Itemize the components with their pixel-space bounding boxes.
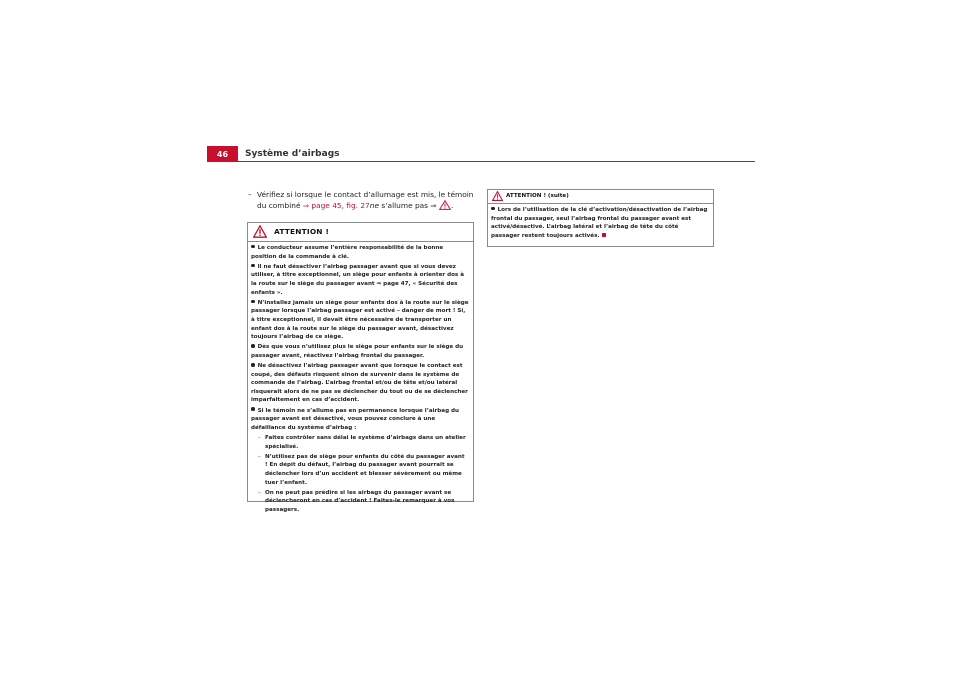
warning-header xyxy=(248,223,473,242)
bullet-dot xyxy=(251,407,255,411)
warning-bullet xyxy=(251,343,469,360)
warning-sub-item xyxy=(251,489,469,515)
warning-triangle-icon xyxy=(439,200,454,213)
warning-bullet xyxy=(491,206,709,240)
bullet-dot xyxy=(251,363,255,367)
warning-sub-item xyxy=(251,453,469,487)
link-arrow: ⇒ xyxy=(302,201,310,210)
warning-title: ATTENTION ! xyxy=(274,227,330,236)
end-of-section-icon xyxy=(602,233,606,237)
step-end: . xyxy=(450,201,454,210)
warning-body xyxy=(491,206,709,242)
warning-triangle-icon xyxy=(492,191,503,201)
bullet-dot xyxy=(251,344,255,348)
warning-bullet xyxy=(251,263,469,297)
sub-dash: – xyxy=(258,489,261,496)
step-text-after: s’allume pas ⇒ xyxy=(379,201,439,210)
bullet-text: Lors de l’utilisation de la clé d’activation/désactivation de l’airbag frontal du passager, seul l’airbag frontal du passager avant est activé/désactivé. L’airbag latéral et l’airbag de tête du côté passager restent toujours activés. xyxy=(491,207,708,239)
bullet-text: Il ne faut désactiver l’airbag passager avant que si vous devez utiliser, à titre exceptionnel, un siège pour enfants à orienter dos à la route sur le siège du passager avant ⇒ page 47, « Sécurité des enfants ». xyxy=(251,263,464,296)
sub-dash: – xyxy=(258,435,261,442)
sub-item-text: Faites contrôler sans délai le système d’airbags dans un atelier spécialisé. xyxy=(265,435,466,450)
section-title: Système d’airbags xyxy=(245,149,340,159)
step-text-before: Vérifiez si lorsque le contact d’allumage est mis, le témoin du combiné xyxy=(257,190,474,210)
warning-sub-item xyxy=(251,434,469,451)
step-emphasis: ne xyxy=(369,201,379,210)
step-text xyxy=(248,189,478,213)
bullet-dot xyxy=(251,245,255,249)
sub-item-text: On ne peut pas prédire si les airbags du passager avant se déclencheront en cas d’accident ! Faites-le remarquer à vos passagers. xyxy=(265,489,455,513)
bullet-text: N’installez jamais un siège pour enfants dos à la route sur le siège passager lorsque l’airbag passager est activé – danger de mort ! Si, à titre exceptionnel, il devait être nécessaire de transporter un enfant dos à la route sur le siège du passager avant, désactivez toujours l’airbag de ce siège. xyxy=(251,299,469,341)
step-dash: – xyxy=(248,190,252,199)
warning-title: ATTENTION ! (suite) xyxy=(506,193,569,199)
bullet-text: Dès que vous n’utilisez plus le siège pour enfants sur le siège du passager avant, réactivez l’airbag frontal du passager. xyxy=(251,344,464,359)
warning-body xyxy=(251,244,469,516)
warning-box-main xyxy=(247,222,474,513)
sub-item-text: N’utilisez pas de siège pour enfants du côté du passager avant ! En dépit du défaut, l’airbag du passager avant pourrait se déclencher lors d’un accident et blesser sévèrement ou même tuer l’enfant. xyxy=(265,453,465,486)
bullet-dot xyxy=(251,264,255,268)
page-number: 46 xyxy=(207,146,238,162)
warning-box-continued xyxy=(487,189,714,247)
warning-header xyxy=(488,190,713,204)
bullet-text: Ne désactivez l’airbag passager avant que lorsque le contact est coupé, des défauts risquent sinon de survenir dans le système de commande de l’airbag. L’airbag frontal et/ou de tête et/ou latéral risquerait alors de ne pas se déclencher du tout ou de se déclencher imparfaitement en cas d’accident. xyxy=(251,363,468,404)
warning-triangle-icon xyxy=(253,225,267,238)
warning-bullet xyxy=(251,362,469,405)
link-text: page 45, fig. 27 xyxy=(309,201,370,210)
bullet-text: Si le témoin ne s’allume pas en permanence lorsque l’airbag du passager avant est désactivé, vous pouvez conclure à une défaillance du système d’airbag : xyxy=(251,407,460,431)
header-rule xyxy=(207,161,755,162)
bullet-dot xyxy=(491,207,495,211)
sub-dash: – xyxy=(258,453,261,460)
instruction-step xyxy=(248,189,478,213)
warning-bullet xyxy=(251,299,469,342)
warning-bullet xyxy=(251,244,469,261)
bullet-dot xyxy=(251,300,255,304)
page-reference-link[interactable] xyxy=(303,201,370,210)
warning-bullet xyxy=(251,407,469,433)
bullet-text: Le conducteur assume l’entière responsabilité de la bonne position de la commande à clé. xyxy=(251,245,444,260)
